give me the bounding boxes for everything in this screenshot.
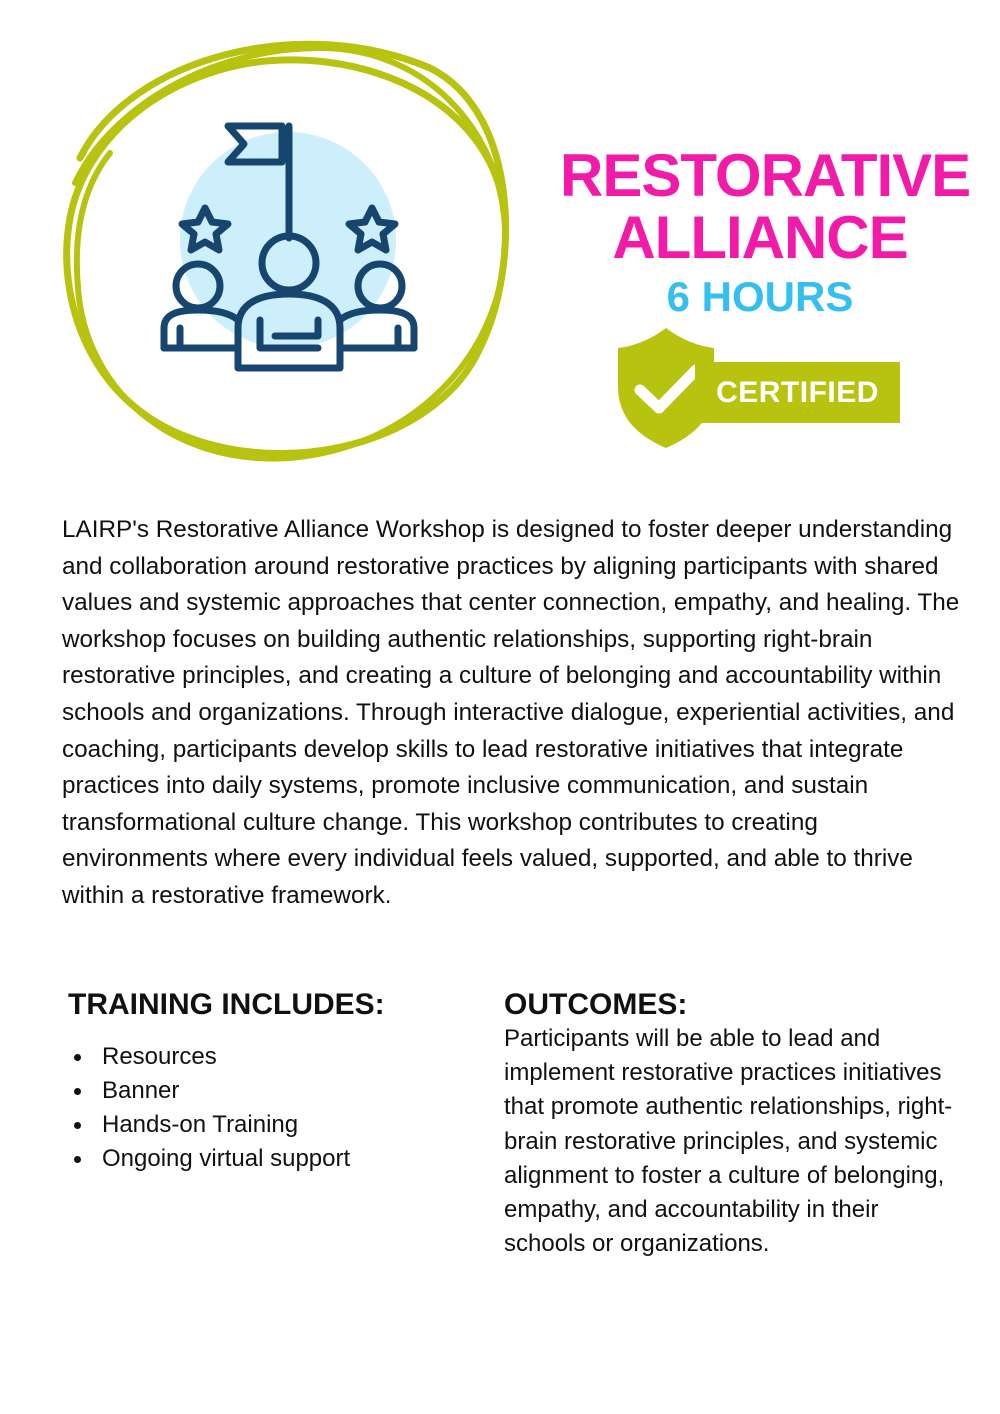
bullet-icon [74, 1088, 81, 1095]
outcomes-text: Participants will be able to lead and implement restorative practices initiatives that promote authentic relationships, right-brain restorative principles, and systemic alignment to foster a culture of belonging, empathy, and accountability in their schools or organizations. [504, 1025, 953, 1258]
training-heading: TRAINING INCLUDES: [68, 988, 385, 1021]
certified-banner: CERTIFIED [695, 362, 900, 423]
list-item-label: Hands-on Training [102, 1111, 299, 1138]
list-item [74, 1040, 350, 1074]
workshop-description: LAIRP's Restorative Alliance Workshop is designed to foster deeper understanding and collaboration around restorative practices by aligning participants with shared values and systemic approaches that center connection, empathy, and healing. The workshop focuses on building authentic relationships, supporting right-brain restorative principles, and creating a culture of belonging and accountability within schools and organizations. Through interactive dialogue, experiential activities, and coaching, participants develop skills to lead restorative initiatives that integrate practices into daily systems, promote inclusive communication, and sustain transformational culture change. This workshop contributes to creating environments where every individual feels valued, supported, and able to thrive within a restorative framework. [62, 516, 960, 909]
list-item [74, 1108, 350, 1142]
outcomes-heading: OUTCOMES: [504, 988, 688, 1021]
team-leader-flag-icon [50, 18, 530, 478]
list-item-label: Ongoing virtual support [102, 1145, 351, 1172]
bullet-icon [74, 1156, 81, 1163]
bullet-icon [74, 1054, 81, 1061]
training-list [74, 1040, 350, 1176]
hero-graphic [50, 18, 530, 478]
title-line2: ALLIANCE [612, 204, 908, 271]
list-item [74, 1142, 350, 1176]
title-line1: RESTORATIVE [560, 142, 971, 209]
list-item-label: Banner [102, 1077, 180, 1104]
list-item-label: Resources [102, 1043, 217, 1070]
hours-label: 6 HOURS [666, 273, 854, 320]
bullet-icon [74, 1122, 81, 1129]
list-item [74, 1074, 350, 1108]
